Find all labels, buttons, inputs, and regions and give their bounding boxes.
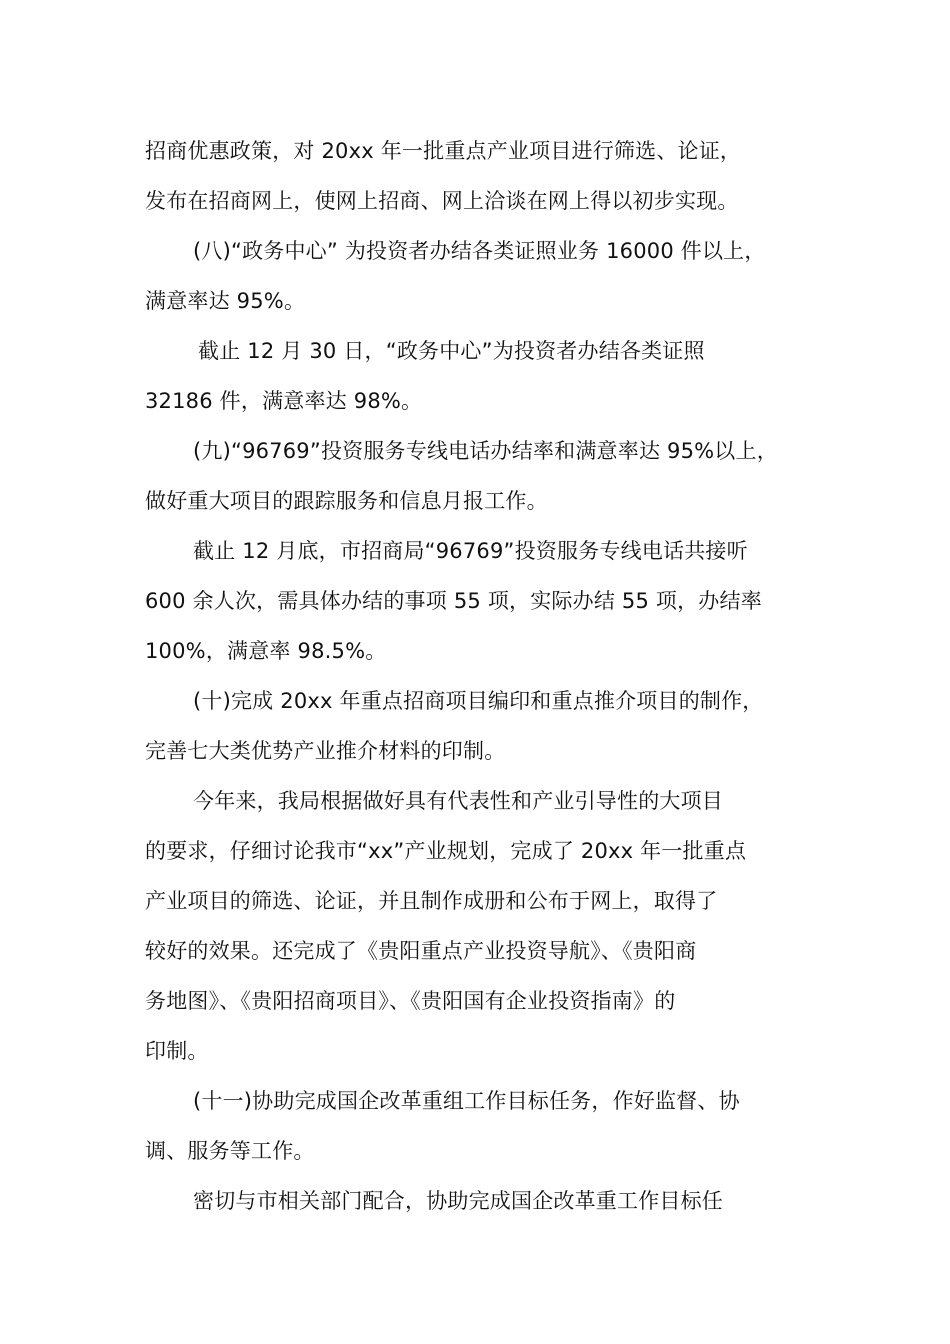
text-line-12: (十)完成 20xx 年重点招商项目编印和重点推介项目的制作， <box>193 689 764 713</box>
text-line-16: 产业项目的筛选、论证，并且制作成册和公布于网上，取得了 <box>145 889 718 913</box>
text-line-10: 600 余人次，需具体办结的事项 55 项，实际办结 55 项，办结率 <box>145 589 762 613</box>
text-line-3: (八)“政务中心” 为投资者办结各类证照业务 16000 件以上， <box>193 239 766 263</box>
text-line-20: (十一)协助完成国企改革重组工作目标任务，作好监督、协 <box>193 1089 740 1113</box>
text-line-1: 招商优惠政策，对 20xx 年一批重点产业项目进行筛选、论证， <box>145 139 742 163</box>
text-line-4: 满意率达 95%。 <box>145 289 306 313</box>
text-line-8: 做好重大项目的跟踪服务和信息月报工作。 <box>145 489 548 513</box>
text-line-15: 的要求，仔细讨论我市“xx”产业规划，完成了 20xx 年一批重点 <box>145 839 747 863</box>
text-line-7: (九)“96769”投资服务专线电话办结率和满意率达 95%以上， <box>193 439 778 463</box>
text-line-11: 100%，满意率 98.5%。 <box>145 639 387 663</box>
text-line-21: 调、服务等工作。 <box>145 1139 315 1163</box>
text-line-5: 截止 12 月 30 日，“政务中心”为投资者办结各类证照 <box>198 339 705 363</box>
text-line-13: 完善七大类优势产业推介材料的印制。 <box>145 739 506 763</box>
text-line-18: 务地图》、《贵阳招商项目》、《贵阳国有企业投资指南》的 <box>145 989 676 1013</box>
text-line-9: 截止 12 月底，市招商局“96769”投资服务专线电话共接听 <box>193 539 748 563</box>
text-line-22: 密切与市相关部门配合，协助完成国企改革重工作目标任 <box>193 1189 723 1213</box>
text-line-2: 发布在招商网上，使网上招商、网上洽谈在网上得以初步实现。 <box>145 189 739 213</box>
text-line-19: 印制。 <box>145 1039 209 1063</box>
text-line-14: 今年来，我局根据做好具有代表性和产业引导性的大项目 <box>193 789 723 813</box>
text-line-17: 较好的效果。还完成了《贵阳重点产业投资导航》、《贵阳商 <box>145 939 697 963</box>
text-line-6: 32186 件，满意率达 98%。 <box>145 389 423 413</box>
